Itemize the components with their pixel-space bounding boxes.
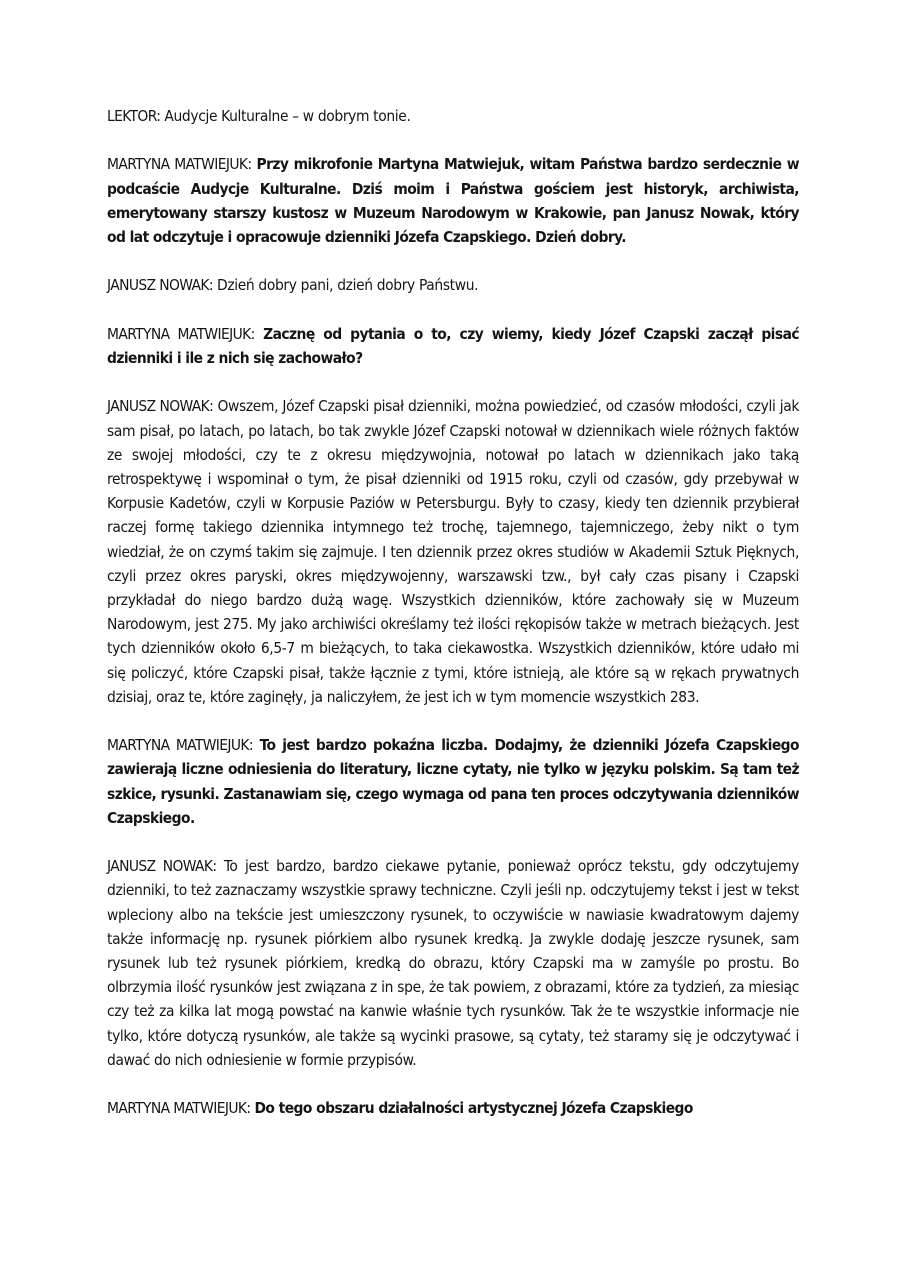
utterance-text: Do tego obszaru działalności artystycznej Józefa Czapskiego — [254, 1099, 693, 1118]
paragraph-host-question-3 — [107, 1096, 799, 1120]
speaker-label: MARTYNA MATWIEJUK: — [107, 155, 252, 174]
utterance-text: Przy mikrofonie Martyna Matwiejuk, witam Państwa bardzo serdecznie w podcaście Audycje Kulturalne. Dziś moim i Państwa gościem jest historyk, archiwista, emerytowany starszy kustosz w Muzeum Narodowym w Krakowie, pan Janusz Nowak, który od lat odczytuje i opracowuje dzienniki Józefa Czapskiego. Dzień dobry. — [107, 155, 799, 246]
paragraph-host-question-1 — [107, 322, 799, 370]
paragraph-guest-greeting — [107, 273, 799, 297]
paragraph-guest-answer-2 — [107, 854, 799, 1072]
speaker-label: MARTYNA MATWIEJUK: — [107, 324, 255, 343]
utterance-text: Dzień dobry pani, dzień dobry Państwu. — [217, 276, 479, 295]
paragraph-host-question-2 — [107, 733, 799, 830]
utterance-text: Zacznę od pytania o to, czy wiemy, kiedy Józef Czapski zaczął pisać dzienniki i ile z nich się zachowało? — [107, 324, 800, 367]
speaker-label: MARTYNA MATWIEJUK: — [107, 736, 253, 755]
utterance-text: Audycje Kulturalne – w dobrym tonie. — [164, 107, 411, 125]
utterance-text: Owszem, Józef Czapski pisał dzienniki, można powiedzieć, od czasów młodości, czyli jak sam pisał, po latach, po latach, bo tak zwykle Józef Czapski notował w dziennikach wiele różnych faktów ze swojej młodości, czy te z okresu międzywojnia, notował po latach w dziennikach jako taką retrospektywę i wspominał o tym, że pisał dzienniki od 1915 roku, czyli od czasów, gdy przebywał w Korpusie Kadetów, czyli w Korpusie Paziów w Petersburgu. Były to czasy, kiedy ten dziennik przybierał raczej formę takiego dziennika intymnego też trochę, tajemnego, tajemniczego, żeby nikt o tym wiedział, że on czymś takim się zajmuje. I ten dziennik przez okres studiów w Akademii Sztuk Pięknych, czyli przez okres paryski, okres międzywojenny, warszawski tzw., był cały czas pisany i Czapski przykładał do niego bardzo dużą wagę. Wszystkich dzienników, które zachowały się w Muzeum Narodowym, jest 275. My jako archiwiści określamy też ilości rękopisów także w metrach bieżących. Jest tych dzienników około 6,5-7 m bieżących, to taka ciekawostka. Wszystkich dzienników, które udało mi się policzyć, które Czapski pisał, także łącznie z tymi, które istnieją, ale które są w rękach prywatnych dzisiaj, oraz te, które zaginęły, ja naliczyłem, że jest ich w tym momencie wszystkich 283. — [107, 397, 800, 706]
speaker-label: JANUSZ NOWAK: — [107, 276, 213, 295]
utterance-text: To jest bardzo pokaźna liczba. Dodajmy, że dzienniki Józefa Czapskiego zawierają liczne odniesienia do literatury, liczne cytaty, nie tylko w języku polskim. Są tam też szkice, rysunki. Zastanawiam się, czego wymaga od pana ten proces odczytywania dzienników Czapskiego. — [107, 736, 800, 827]
speaker-label: JANUSZ NOWAK: — [107, 857, 217, 876]
paragraph-host-welcome — [107, 152, 799, 249]
paragraph-guest-answer-1 — [107, 394, 799, 709]
paragraph-lektor-intro — [107, 104, 799, 128]
speaker-label: LEKTOR: — [107, 107, 161, 125]
speaker-label: JANUSZ NOWAK: — [107, 397, 214, 416]
transcript-page — [107, 104, 799, 1145]
speaker-label: MARTYNA MATWIEJUK: — [107, 1099, 251, 1118]
utterance-text: To jest bardzo, bardzo ciekawe pytanie, ponieważ oprócz tekstu, gdy odczytujemy dzienniki, to też zaznaczamy wszystkie sprawy techniczne. Czyli jeśli np. odczytujemy tekst i jest w tekst wpleciony albo na tekście jest umieszczony rysunek, to oczywiście w nawiasie kwadratowym dajemy także informację np. rysunek piórkiem albo rysunek kredką. Ja zwykle dodaję jeszcze rysunek, sam rysunek lub też rysunek piórkiem, kredką do obrazu, który Czapski ma w zamyśle po prostu. Bo olbrzymia ilość rysunków jest związana z in spe, że tak powiem, z obrazami, które za tydzień, za miesiąc czy też za kilka lat mogą powstać na kanwie właśnie tych rysunków. Tak że te wszystkie informacje nie tylko, które dotyczą rysunków, ale także są wycinki prasowe, są cytaty, też staramy się je odczytywać i dawać do nich odniesienie w formie przypisów. — [107, 857, 800, 1069]
